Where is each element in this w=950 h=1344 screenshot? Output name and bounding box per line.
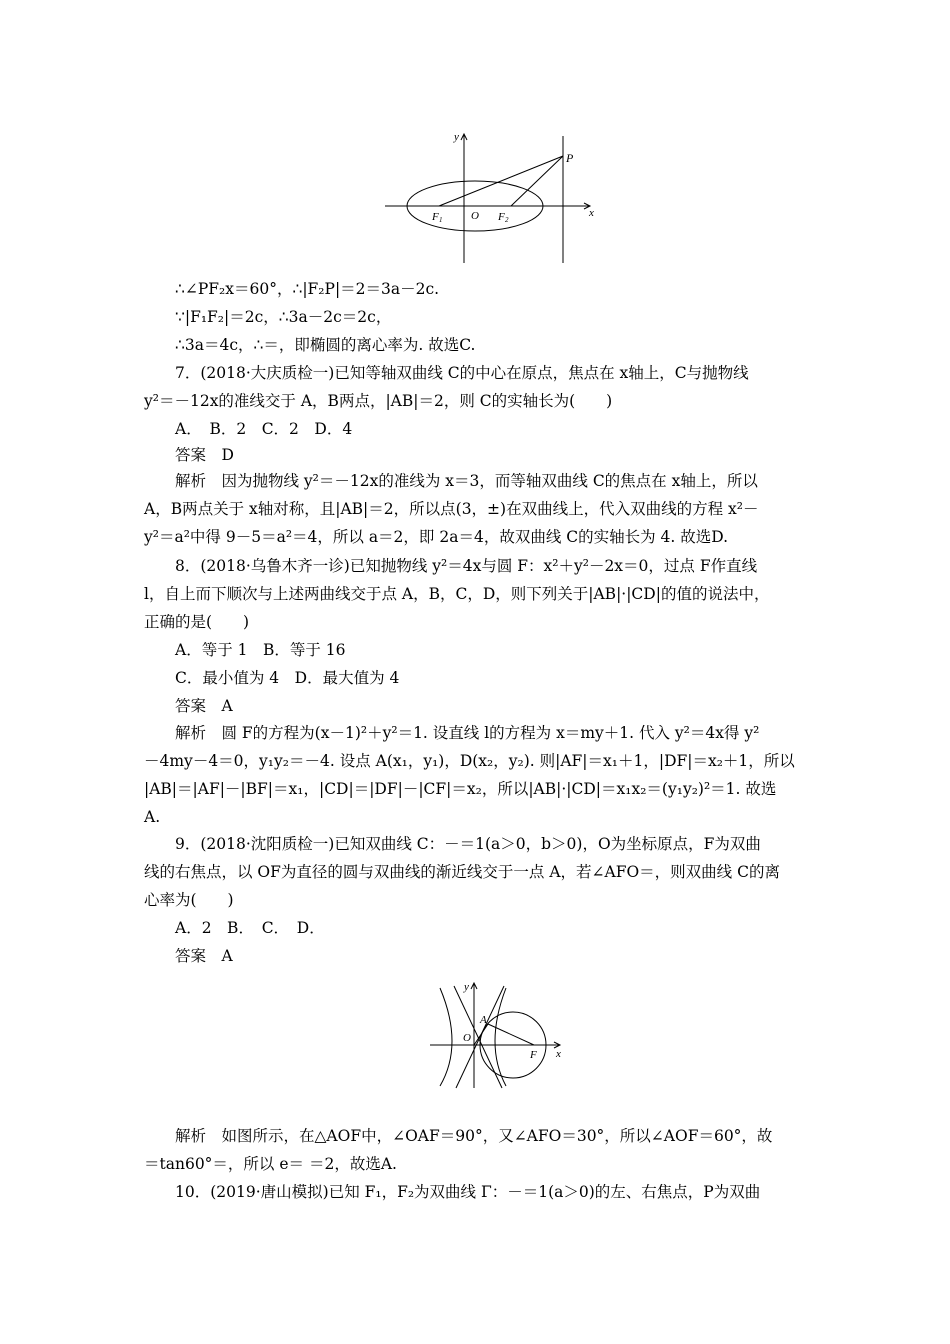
text-line: 心率为( )	[144, 891, 234, 909]
text-line: A．2 B． C． D．	[175, 919, 325, 937]
text-line: 10．(2019·唐山模拟)已知 F₁，F₂为双曲线 Γ：－＝1(a＞0)的左、右焦点，P为双曲	[175, 1183, 761, 1201]
text-line: A，B两点关于 x轴对称，且|AB|＝2，所以点(3，±)在双曲线上，代入双曲线的方程 x²－	[144, 500, 759, 518]
focus-f2-label: F	[498, 211, 505, 223]
text-line: C．最小值为 4 D．最大值为 4	[175, 669, 400, 687]
text-line: |AB|＝|AF|－|BF|＝x₁，|CD|＝|DF|－|CF|＝x₂，所以|AB|·|CD|＝x₁x₂＝(y₁y₂)²＝1. 故选	[144, 780, 777, 798]
text-line: l，自上而下顺次与上述两曲线交于点 A，B，C，D，则下列关于|AB|·|CD|的值的说法中，	[144, 585, 770, 603]
focus-f1-subscript: 1	[439, 216, 443, 224]
y-axis-label: y	[454, 131, 459, 143]
focus-f-label: F	[530, 1049, 537, 1061]
y-axis-label: y	[464, 981, 469, 993]
text-line: 解析 因为抛物线 y²＝－12x的准线为 x＝3，而等轴双曲线 C的焦点在 x轴上，所以	[175, 472, 758, 490]
text-line: －4my－4＝0，y₁y₂＝－4. 设点 A(x₁，y₁)，D(x₂，y₂). 则|AF|＝x₁＋1，|DF|＝x₂＋1，所以	[144, 752, 795, 770]
point-p-label: P	[566, 151, 574, 165]
point-a-label: A	[480, 1014, 487, 1026]
text-line: ∴∠PF₂x＝60°，∴|F₂P|＝2＝3a－2c.	[175, 280, 440, 298]
text-line: y²＝a²中得 9－5＝a²＝4，所以 a＝2，即 2a＝4，故双曲线 C的实轴长为 4. 故选D.	[144, 528, 729, 546]
text-line: ∴3a＝4c，∴＝，即椭圆的离心率为. 故选C.	[175, 336, 476, 354]
focus-f2-subscript: 2	[505, 216, 509, 224]
text-line: A.	[144, 808, 161, 826]
x-axis-label: x	[556, 1048, 561, 1060]
text-line: 7．(2018·大庆质检一)已知等轴双曲线 C的中心在原点，焦点在 x轴上，C与抛物线	[175, 364, 749, 382]
hyperbola-figure	[428, 978, 568, 1090]
text-line: 解析 圆 F的方程为(x－1)²＋y²＝1. 设直线 l的方程为 x＝my＋1. 代入 y²＝4x得 y²	[175, 724, 760, 742]
text-line: 答案 D	[175, 446, 234, 464]
ellipse-figure	[380, 128, 600, 266]
text-line: A． B．2 C．2 D．4	[175, 420, 353, 438]
x-axis-label: x	[589, 207, 594, 219]
origin-label: O	[463, 1032, 471, 1044]
text-line: ∵|F₁F₂|＝2c，∴3a－2c＝2c，	[175, 308, 392, 326]
text-line: 答案 A	[175, 947, 233, 965]
text-line: y²＝－12x的准线交于 A，B两点，|AB|＝2，则 C的实轴长为( )	[144, 392, 613, 410]
text-line: 线的右焦点，以 OF为直径的圆与双曲线的渐近线交于一点 A，若∠AFO＝，则双曲线 C的离	[144, 863, 780, 881]
origin-label: O	[471, 210, 479, 222]
text-line: 8．(2018·乌鲁木齐一诊)已知抛物线 y²＝4x与圆 F：x²＋y²－2x＝0，过点 F作直线	[175, 557, 758, 575]
text-line: A．等于 1 B．等于 16	[175, 641, 346, 659]
text-line: 答案 A	[175, 697, 233, 715]
text-line: 9．(2018·沈阳质检一)已知双曲线 C：－＝1(a＞0，b＞0)，O为坐标原点，F为双曲	[175, 835, 761, 853]
focus-f1-label: F	[432, 211, 439, 223]
text-line: 正确的是( )	[144, 613, 250, 631]
text-line: ＝tan60°＝，所以 e＝ ＝2，故选A.	[144, 1155, 397, 1173]
text-line: 解析 如图所示，在△AOF中，∠OAF＝90°，又∠AFO＝30°，所以∠AOF＝60°，故	[175, 1127, 773, 1145]
